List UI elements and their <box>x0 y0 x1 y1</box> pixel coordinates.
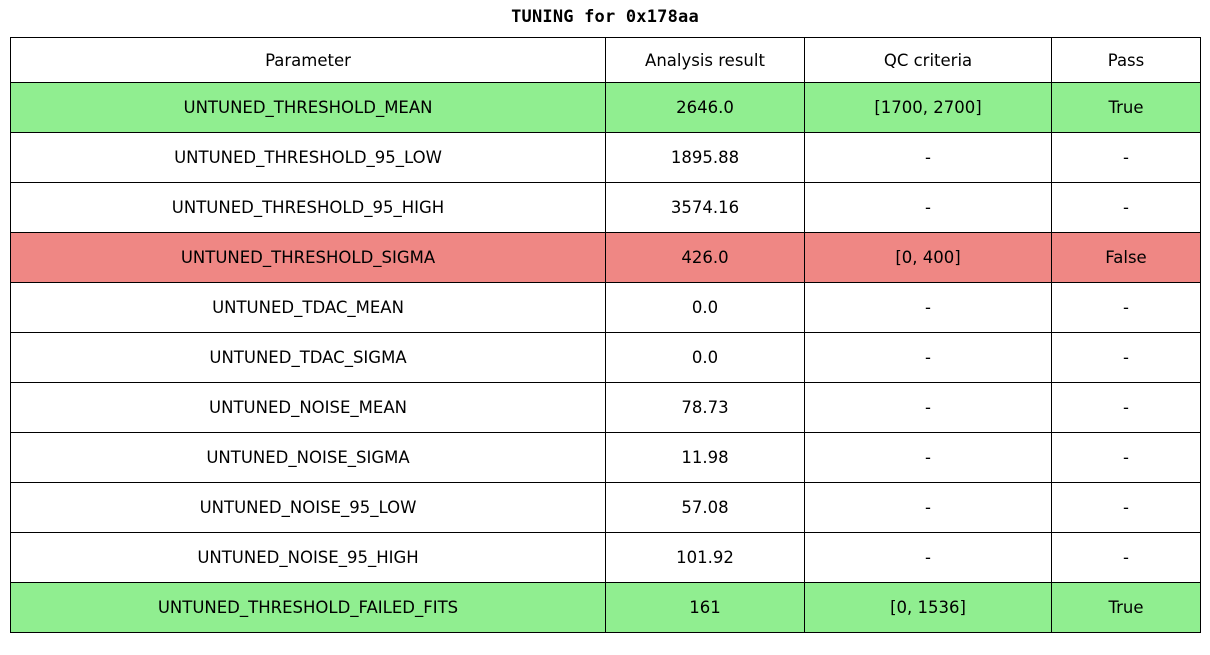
cell-pass: - <box>1052 383 1201 433</box>
qc-results-table <box>10 37 1201 633</box>
cell-qc-criteria: - <box>805 483 1052 533</box>
cell-analysis-result: 0.0 <box>606 283 805 333</box>
cell-analysis-result: 57.08 <box>606 483 805 533</box>
page-title: TUNING for 0x178aa <box>511 7 699 27</box>
cell-pass: - <box>1052 283 1201 333</box>
cell-pass: - <box>1052 533 1201 583</box>
cell-pass: False <box>1052 233 1201 283</box>
table-row <box>11 433 1201 483</box>
table-row <box>11 333 1201 383</box>
cell-parameter: UNTUNED_NOISE_95_LOW <box>11 483 606 533</box>
cell-analysis-result: 161 <box>606 583 805 633</box>
cell-analysis-result: 0.0 <box>606 333 805 383</box>
cell-analysis-result: 2646.0 <box>606 83 805 133</box>
cell-qc-criteria: - <box>805 133 1052 183</box>
cell-pass: True <box>1052 583 1201 633</box>
cell-analysis-result: 426.0 <box>606 233 805 283</box>
cell-analysis-result: 3574.16 <box>606 183 805 233</box>
cell-analysis-result: 101.92 <box>606 533 805 583</box>
cell-pass: - <box>1052 433 1201 483</box>
cell-analysis-result: 1895.88 <box>606 133 805 183</box>
cell-parameter: UNTUNED_TDAC_SIGMA <box>11 333 606 383</box>
cell-pass: - <box>1052 183 1201 233</box>
cell-qc-criteria: [0, 1536] <box>805 583 1052 633</box>
table-row <box>11 233 1201 283</box>
cell-parameter: UNTUNED_THRESHOLD_SIGMA <box>11 233 606 283</box>
cell-analysis-result: 78.73 <box>606 383 805 433</box>
table-row <box>11 533 1201 583</box>
table-body <box>11 83 1201 633</box>
cell-qc-criteria: - <box>805 383 1052 433</box>
cell-parameter: UNTUNED_TDAC_MEAN <box>11 283 606 333</box>
cell-qc-criteria: [0, 400] <box>805 233 1052 283</box>
cell-pass: True <box>1052 83 1201 133</box>
table-row <box>11 483 1201 533</box>
cell-parameter: UNTUNED_NOISE_SIGMA <box>11 433 606 483</box>
cell-qc-criteria: - <box>805 283 1052 333</box>
table-row <box>11 133 1201 183</box>
table-row <box>11 83 1201 133</box>
table-row <box>11 383 1201 433</box>
table-header-row <box>11 38 1201 83</box>
column-header-qc-criteria: QC criteria <box>805 38 1052 83</box>
cell-parameter: UNTUNED_THRESHOLD_95_HIGH <box>11 183 606 233</box>
cell-qc-criteria: - <box>805 333 1052 383</box>
cell-parameter: UNTUNED_THRESHOLD_95_LOW <box>11 133 606 183</box>
cell-qc-criteria: [1700, 2700] <box>805 83 1052 133</box>
cell-pass: - <box>1052 483 1201 533</box>
cell-parameter: UNTUNED_THRESHOLD_FAILED_FITS <box>11 583 606 633</box>
table-row <box>11 283 1201 333</box>
cell-parameter: UNTUNED_NOISE_95_HIGH <box>11 533 606 583</box>
cell-parameter: UNTUNED_THRESHOLD_MEAN <box>11 83 606 133</box>
cell-parameter: UNTUNED_NOISE_MEAN <box>11 383 606 433</box>
cell-qc-criteria: - <box>805 533 1052 583</box>
cell-analysis-result: 11.98 <box>606 433 805 483</box>
column-header-parameter: Parameter <box>11 38 606 83</box>
column-header-analysis-result: Analysis result <box>606 38 805 83</box>
table-row <box>11 583 1201 633</box>
cell-qc-criteria: - <box>805 433 1052 483</box>
qc-table-container <box>0 37 1210 633</box>
cell-pass: - <box>1052 333 1201 383</box>
column-header-pass: Pass <box>1052 38 1201 83</box>
cell-pass: - <box>1052 133 1201 183</box>
table-row <box>11 183 1201 233</box>
cell-qc-criteria: - <box>805 183 1052 233</box>
table-header <box>11 38 1201 83</box>
